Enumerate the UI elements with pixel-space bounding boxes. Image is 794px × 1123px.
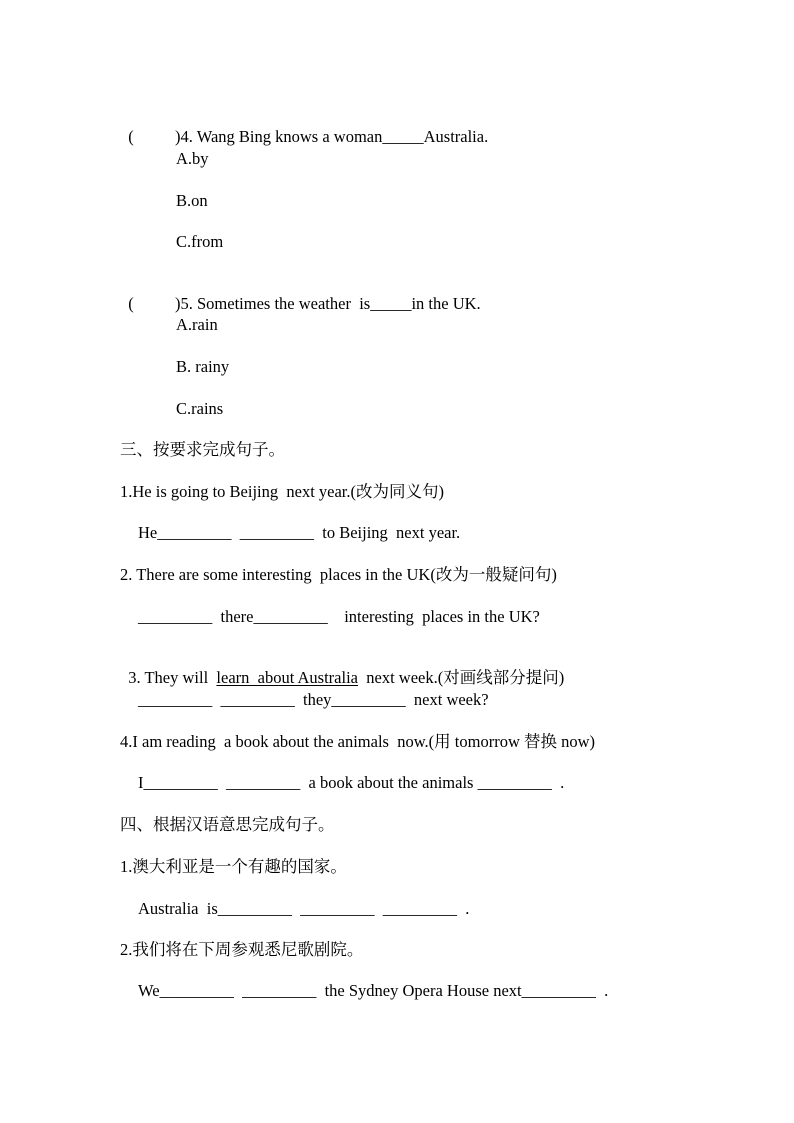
s3-q3-prefix: 3. They will [128,668,217,687]
s3-q4: 4.I am reading a book about the animals now.(用 tomorrow 替换 now) [120,732,596,751]
q5-answer-paren[interactable]: ( ) [128,294,181,313]
section4-heading: 四、根据汉语意思完成句子。 [120,815,335,834]
s4-q2-answer[interactable]: We_________ _________ the Sydney Opera House next_________ . [138,981,609,1000]
q4-option-a: A.by [176,149,209,168]
q4-answer-paren[interactable]: ( ) [128,127,181,146]
s3-q1-answer[interactable]: He_________ _________ to Beijing next year. [138,523,461,542]
s3-q3-answer[interactable]: _________ _________ they_________ next week? [138,690,489,709]
s3-q2: 2. There are some interesting places in the UK(改为一般疑问句) [120,565,557,584]
q5-text: 5. Sometimes the weather is_____in the UK. [180,294,481,313]
s3-q3-underlined: learn about Australia [216,668,358,687]
s4-q1: 1.澳大利亚是一个有趣的国家。 [120,857,347,876]
q5-option-c: C.rains [176,399,224,418]
s3-q1: 1.He is going to Beijing next year.(改为同义句) [120,482,444,501]
q4-line [120,107,488,147]
q4-option-c: C.from [176,232,224,251]
s3-q4-answer[interactable]: I_________ _________ a book about the animals _________ . [138,773,565,792]
q5-option-a: A.rain [176,315,218,334]
s4-q2: 2.我们将在下周参观悉尼歌剧院。 [120,940,364,959]
s3-q3-suffix: next week.(对画线部分提问) [358,668,565,687]
section3-heading: 三、按要求完成句子。 [120,440,285,459]
q5-option-b: B. rainy [176,357,230,376]
s3-q2-answer[interactable]: _________ there_________ interesting places in the UK? [138,607,540,626]
q5-line [120,274,481,314]
s3-q3 [120,648,564,688]
q4-option-b: B.on [176,191,208,210]
q4-text: 4. Wang Bing knows a woman_____Australia. [180,127,489,146]
s4-q1-answer[interactable]: Australia is_________ _________ _________ . [138,899,470,918]
